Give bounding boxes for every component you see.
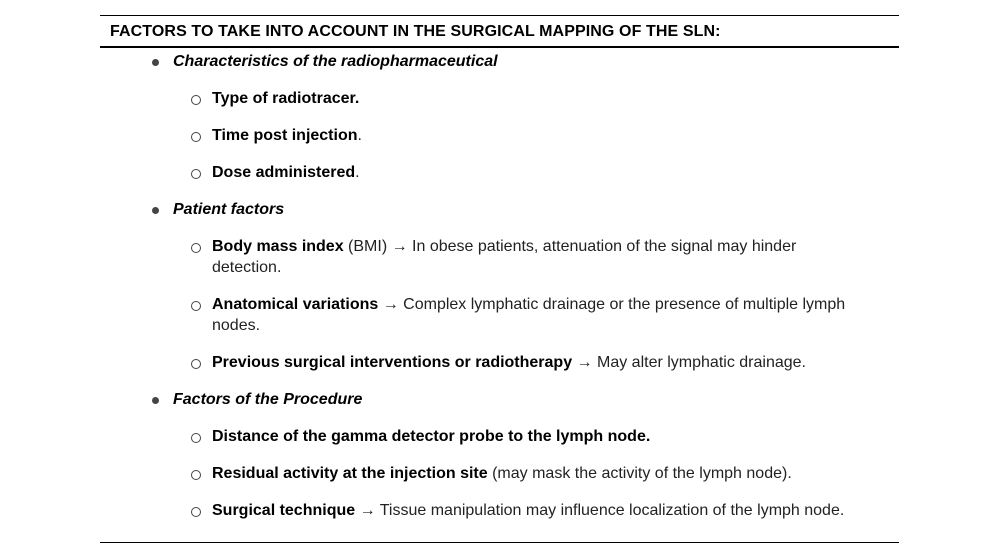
item-term: Residual activity at the injection site xyxy=(212,465,488,482)
hollow-bullet-icon xyxy=(191,95,201,105)
list-item xyxy=(100,463,899,484)
bullet-icon xyxy=(152,397,159,404)
hollow-bullet-icon xyxy=(191,243,201,253)
item-description: . xyxy=(357,127,362,144)
list-item xyxy=(100,352,899,373)
item-description: → May alter lymphatic drainage. xyxy=(572,354,806,371)
item-term: Body mass index xyxy=(212,238,344,255)
list-item xyxy=(100,88,899,109)
category-label: Characteristics of the radiopharmaceutical xyxy=(173,53,498,70)
factor-categories-list xyxy=(100,51,899,521)
category-patient-factors xyxy=(100,199,899,220)
item-term: Distance of the gamma detector probe to the lymph node. xyxy=(212,428,651,445)
item-term: Anatomical variations xyxy=(212,296,379,313)
bullet-icon xyxy=(152,207,159,214)
item-term: Type of radiotracer. xyxy=(212,90,360,107)
hollow-bullet-icon xyxy=(191,433,201,443)
category-radiopharmaceutical xyxy=(100,51,899,72)
list-item xyxy=(100,500,899,521)
bullet-icon xyxy=(152,59,159,66)
item-description: → Tissue manipulation may influence localization of the lymph node. xyxy=(355,502,845,519)
procedure-factors-list xyxy=(100,426,899,521)
list-item xyxy=(100,236,899,278)
hollow-bullet-icon xyxy=(191,507,201,517)
factors-table xyxy=(100,15,899,543)
category-procedure-factors xyxy=(100,389,899,410)
hollow-bullet-icon xyxy=(191,301,201,311)
list-item xyxy=(100,162,899,183)
item-description: . xyxy=(355,164,360,181)
radiopharmaceutical-factors-list xyxy=(100,88,899,183)
list-item xyxy=(100,294,899,336)
hollow-bullet-icon xyxy=(191,359,201,369)
hollow-bullet-icon xyxy=(191,132,201,142)
item-term: Dose administered xyxy=(212,164,356,181)
item-description: (may mask the activity of the lymph node). xyxy=(487,465,792,482)
item-term: Time post injection xyxy=(212,127,358,144)
category-label: Patient factors xyxy=(173,201,285,218)
list-item xyxy=(100,125,899,146)
item-description: (BMI) → In obese patients, attenuation of the signal may hinder detection. xyxy=(212,238,797,276)
patient-factors-list xyxy=(100,236,899,373)
item-term: Surgical technique xyxy=(212,502,356,519)
hollow-bullet-icon xyxy=(191,169,201,179)
item-term: Previous surgical interventions or radiotherapy xyxy=(212,354,573,371)
hollow-bullet-icon xyxy=(191,470,201,480)
item-description: → Complex lymphatic drainage or the presence of multiple lymph nodes. xyxy=(212,296,846,334)
table-title: FACTORS TO TAKE INTO ACCOUNT IN THE SURGICAL MAPPING OF THE SLN: xyxy=(100,16,899,48)
list-item xyxy=(100,426,899,447)
category-label: Factors of the Procedure xyxy=(173,391,363,408)
